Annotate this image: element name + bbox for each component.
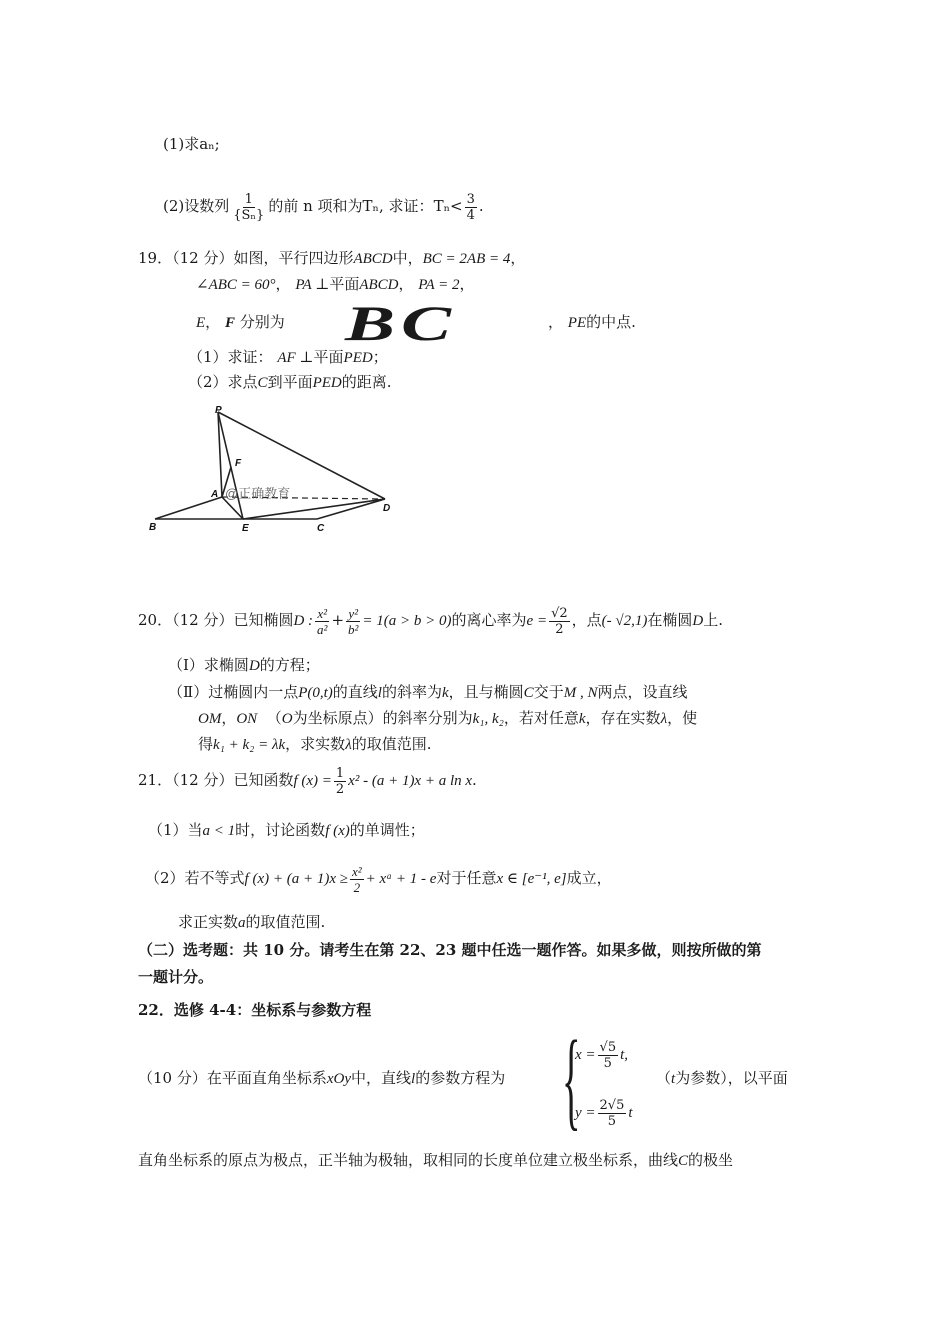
q21-sub1: （1）当a < 1时，讨论函数f (x)的单调性； bbox=[148, 821, 425, 839]
label-D: D bbox=[383, 503, 391, 514]
label-A: A bbox=[211, 489, 219, 500]
label-E: E bbox=[242, 523, 249, 534]
label-B: B bbox=[149, 522, 157, 533]
q20-sub3: OM，ON （O为坐标原点）的斜率分别为k₁, k₂，若对任意k，存在实数λ，使 bbox=[198, 709, 698, 727]
q22-line1-end: （t为参数），以平面 bbox=[656, 1069, 788, 1087]
q19-bc-large: BC bbox=[345, 295, 458, 351]
q20-line1: 20．（12 分）已知椭圆D : $\frac{\text{x²}}{\text{a²}}$ + $\frac{\text{y²}}{\text{b²}}$ = 1(a > b > 0)的离心率为e = $\frac{√2}{2}$ ，点(- √2,1)在椭圆D上. bbox=[138, 605, 724, 637]
q20-sub1: （Ⅰ）求椭圆D的方程； bbox=[168, 656, 320, 674]
q18-part2-mid: 的前 n 项和为Tₙ, 求证： bbox=[268, 197, 434, 215]
q18-seq-fraction: $\frac{1}{\text{\{Sₙ\}}}$ bbox=[233, 191, 265, 223]
q20-sub4: 得k₁ + k₂ = λk，求实数λ的取值范围. bbox=[198, 735, 432, 753]
label-F: F bbox=[235, 458, 242, 469]
q19-line3-end: ， PE的中点. bbox=[548, 313, 636, 331]
q22-line2: 直角坐标系的原点为极点，正半轴为极轴，取相同的长度单位建立极坐标系，曲线C的极坐 bbox=[138, 1151, 734, 1169]
q20-sub2: （Ⅱ）过椭圆内一点P(0,t)的直线l的斜率为k，且与椭圆C交于M , N两点，设直线 bbox=[168, 683, 688, 701]
q21-sub3: 求正实数a的取值范围. bbox=[178, 913, 326, 931]
q19-watermark: @正确教育 bbox=[225, 486, 291, 501]
q22-eq1: x = $\frac{√5}{5}$ t, bbox=[575, 1039, 629, 1071]
q21-sub2: （2）若不等式f (x) + (a + 1)x ≥ $\frac{\text{x²}}{2}$ + xᵃ + 1 - e对于任意x ∈ [e⁻¹, e]成立， bbox=[145, 863, 612, 895]
q18-part2-pre: (2)设数列 bbox=[163, 197, 230, 215]
q18-ineq-fraction: $\frac{3}{4}$ bbox=[466, 191, 475, 223]
optional-header-line2: 一题计分。 bbox=[138, 968, 214, 986]
q22-system-brace: { bbox=[562, 1018, 581, 1140]
q22-eq2: y = $\frac{2√5}{5}$ t bbox=[575, 1097, 633, 1129]
label-P: P bbox=[215, 405, 222, 416]
optional-header-line1: （二）选考题：共 10 分。请考生在第 22、23 题中任选一题作答。如果多做，则按所做的第 bbox=[138, 941, 762, 959]
q19-line1: 19．（12 分）如图，平行四边形ABCD中，BC = 2AB = 4， bbox=[138, 249, 526, 267]
q19-sub1: （1）求证： AF ⊥平面PED； bbox=[188, 348, 388, 366]
q18-ineq: Tₙ< bbox=[433, 197, 463, 215]
q18-part1: (1)求aₙ; bbox=[163, 135, 220, 153]
q22-title: 22．选修 4-4：坐标系与参数方程 bbox=[138, 1001, 372, 1019]
q18-part2: (2)设数列 $\frac{1}{\text{\{Sₙ\}}}$ 的前 n 项和为Tₙ, 求证：Tₙ< $\frac{3}{4}$ . bbox=[163, 191, 484, 223]
label-C: C bbox=[317, 523, 325, 534]
q19-line2: ∠ABC = 60°， PA ⊥平面ABCD， PA = 2， bbox=[196, 275, 475, 293]
q19-sub2: （2）求点C到平面PED的距离. bbox=[188, 373, 392, 391]
q19-line3: E， F 分别为 bbox=[196, 313, 285, 331]
q19-geometry-figure bbox=[145, 405, 405, 540]
q22-line1: （10 分）在平面直角坐标系xOy中，直线l的参数方程为 bbox=[138, 1069, 506, 1087]
q21-line1: 21．（12 分）已知函数f (x) = $\frac{1}{2}$ x² - (a + 1)x + a ln x. bbox=[138, 765, 477, 797]
